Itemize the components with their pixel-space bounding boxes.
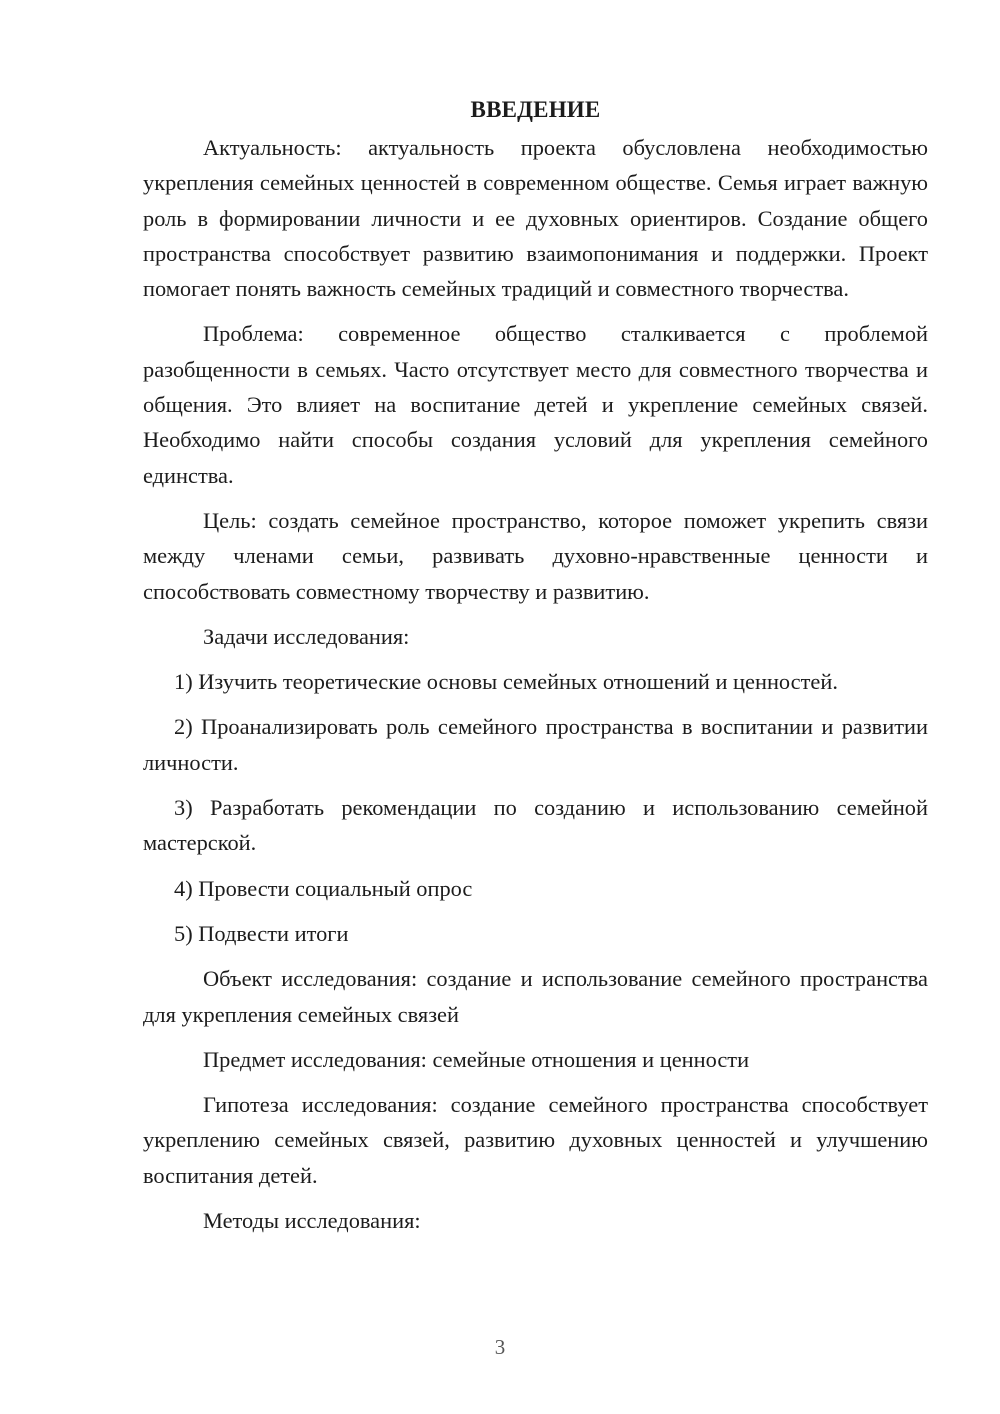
page-content [143, 92, 928, 1248]
paragraph-tasks-heading: Задачи исследования: [203, 623, 410, 649]
task-item-4: 4) Провести социальный опрос [174, 875, 473, 901]
page-number: 3 [494, 1335, 506, 1359]
task-item-3: 3) Разработать рекомендации по созданию и использованию семейной мастерской. [143, 795, 928, 856]
paragraph-subject: Предмет исследования: семейные отношения и ценности [203, 1046, 750, 1072]
task-item-1: 1) Изучить теоретические основы семейных отношений и ценностей. [174, 669, 838, 695]
task-item-2: 2) Проанализировать роль семейного пространства в воспитании и развитии личности. [143, 714, 928, 775]
paragraph-relevance: Актуальность: актуальность проекта обусловлена необходимостью укрепления семейных ценностей в современном обществе. Семья играет важную роль в формировании личности и ее духовных ориентиров. Создание общего пространства способствует развитию взаимопонимания и поддержки. Проект помогает понять важность семейных традиций и совместного творчества. [143, 135, 928, 302]
paragraph-object: Объект исследования: создание и использование семейного пространства для укрепления семейных связей [143, 966, 928, 1027]
paragraph-hypothesis: Гипотеза исследования: создание семейного пространства способствует укреплению семейных связей, развитию духовных ценностей и улучшению воспитания детей. [143, 1092, 928, 1188]
section-title: ВВЕДЕНИЕ [470, 97, 601, 122]
paragraph-methods: Методы исследования: [203, 1208, 421, 1234]
paragraph-problem: Проблема: современное общество сталкивается с проблемой разобщенности в семьях. Часто отсутствует место для совместного творчества и общения. Это влияет на воспитание детей и укрепление семейных связей. Необходимо найти способы создания условий для укрепления семейного единства. [143, 321, 928, 488]
paragraph-goal: Цель: создать семейное пространство, которое поможет укрепить связи между членами семьи, развивать духовно-нравственные ценности и способствовать совместному творчеству и развитию. [143, 507, 928, 604]
task-item-5: 5) Подвести итоги [174, 920, 349, 946]
